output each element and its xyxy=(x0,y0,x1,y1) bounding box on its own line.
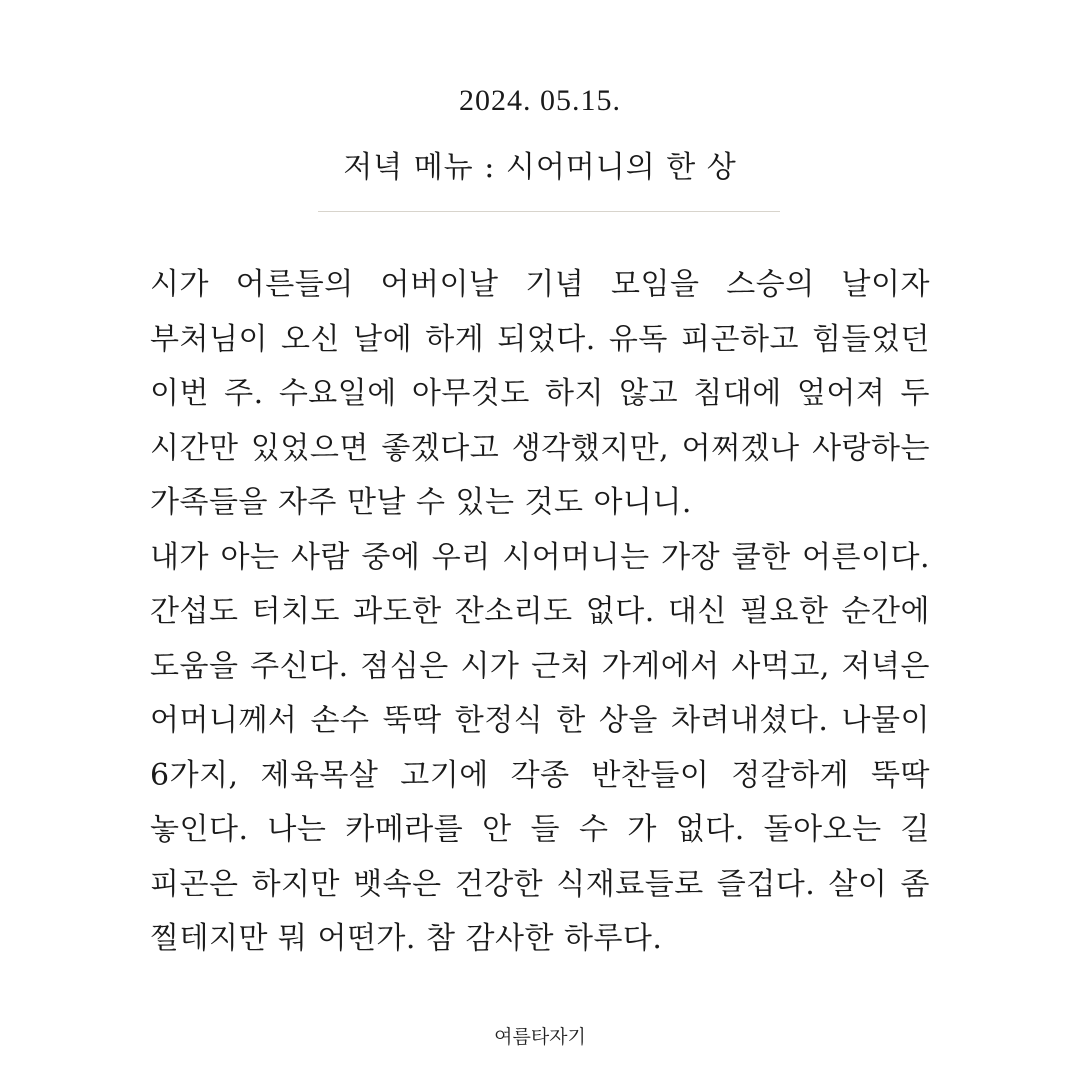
entry-date: 2024. 05.15. xyxy=(459,84,621,117)
paragraph-2: 내가 아는 사람 중에 우리 시어머니는 가장 쿨한 어른이다. 간섭도 터치도 과도한 잔소리도 없다. 대신 필요한 순간에 도움을 주신다. 점심은 시가 근처 가게에서 사먹고, 저녁은 어머니께서 손수 뚝딱 한정식 한 상을 차려내셨다. 나물이 6가지, 제육목살 고기에 각종 반찬들이 정갈하게 뚝딱 놓인다. 나는 카메라를 안 들 수 가 없다. 돌아오는 길 피곤은 하지만 뱃속은 건강한 식재료들로 즐겁다. 살이 좀 찔테지만 뭐 어떤가. 참 감사한 하루다. xyxy=(150,539,930,956)
author-signature: 여름타자기 xyxy=(494,1026,586,1048)
title-divider xyxy=(318,211,780,212)
paragraph-1: 시가 어른들의 어버이날 기념 모임을 스승의 날이자 부처님이 오신 날에 하게 되었다. 유독 피곤하고 힘들었던 이번 주. 수요일에 아무것도 하지 않고 침대에 엎어져 두 시간만 있었으면 좋겠다고 생각했지만, 어쩌겠나 사랑하는 가족들을 자주 만날 수 있는 것도 아니니. xyxy=(150,267,930,520)
entry-title: 저녁 메뉴 : 시어머니의 한 상 xyxy=(343,150,737,185)
entry-body xyxy=(150,258,930,967)
